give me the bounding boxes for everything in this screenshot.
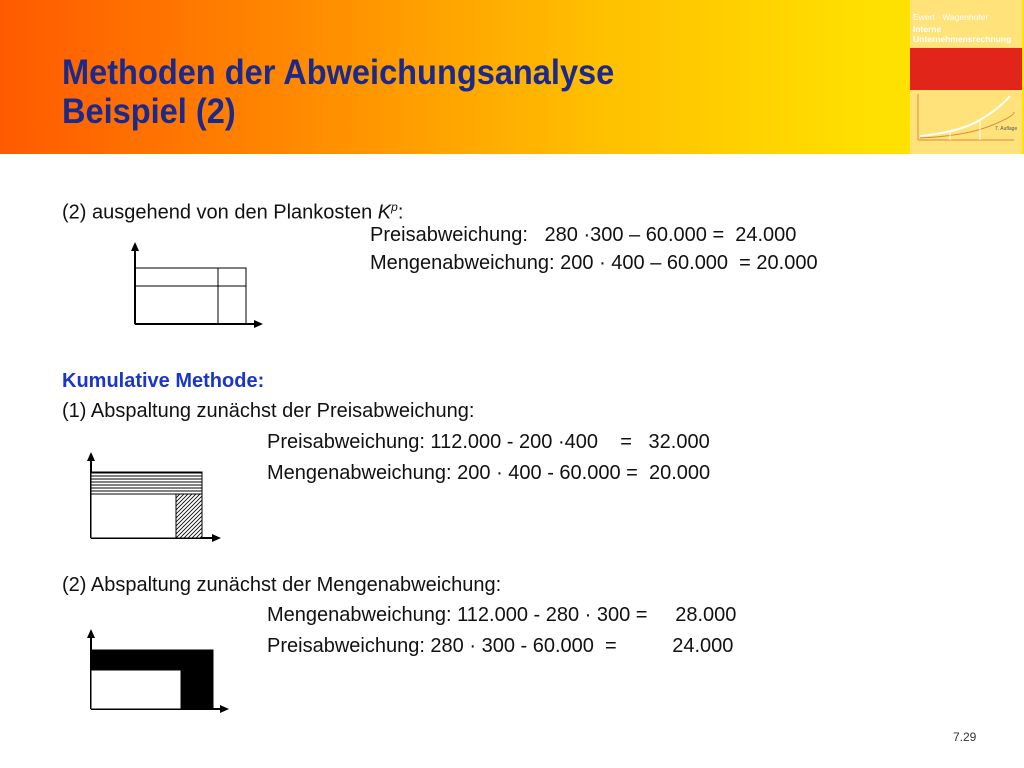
slide-title-line2: Beispiel (2) (62, 92, 236, 131)
book-red-band (910, 48, 1022, 90)
plankosten-preisabweichung: Preisabweichung: 280 ·300 – 60.000 = 24.000 (370, 224, 797, 246)
book-edition: 7. Auflage (995, 126, 1018, 132)
book-cover-image (910, 0, 1022, 154)
book-title-line2: Unternehmensrechnung (913, 34, 1012, 44)
plankosten-intro-suffix: : (397, 201, 404, 224)
kumulativ1-preisabweichung: Preisabweichung: 112.000 - 200 ·400 = 32.000 (267, 431, 710, 453)
page-number: 7.29 (953, 730, 977, 744)
preis-first-diagram (78, 448, 228, 543)
abspaltung-preis-heading: (1) Abspaltung zunächst der Preisabweichung: (62, 400, 475, 422)
plankosten-mengenabweichung: Mengenabweichung: 200 · 400 – 60.000 = 20.000 (370, 252, 818, 274)
kumulativ2-mengenabweichung: Mengenabweichung: 112.000 - 280 · 300 = 28.000 (267, 604, 737, 626)
book-author: Ewert · Wagenhofer (913, 12, 989, 22)
plankosten-intro-prefix: (2) ausgehend von den Plankosten (62, 201, 378, 224)
plankosten-diagram (120, 240, 270, 332)
kumulativ2-preisabweichung: Preisabweichung: 280 · 300 - 60.000 = 24.000 (267, 635, 734, 657)
slide-title-line1: Methoden der Abweichungsanalyse (62, 53, 615, 92)
book-graph-icon (910, 90, 1022, 154)
menge-first-diagram (78, 625, 238, 715)
kumulativ1-mengenabweichung: Mengenabweichung: 200 · 400 - 60.000 = 20.000 (267, 462, 711, 484)
plankosten-symbol: K (377, 201, 392, 224)
header-banner (0, 0, 1024, 154)
plankosten-intro (62, 195, 403, 225)
kumulative-methode-heading: Kumulative Methode: (62, 370, 265, 392)
book-title-line1: Interne (913, 24, 942, 34)
plankosten-superscript: p (391, 200, 398, 214)
abspaltung-menge-heading: (2) Abspaltung zunächst der Mengenabweichung: (62, 574, 502, 596)
